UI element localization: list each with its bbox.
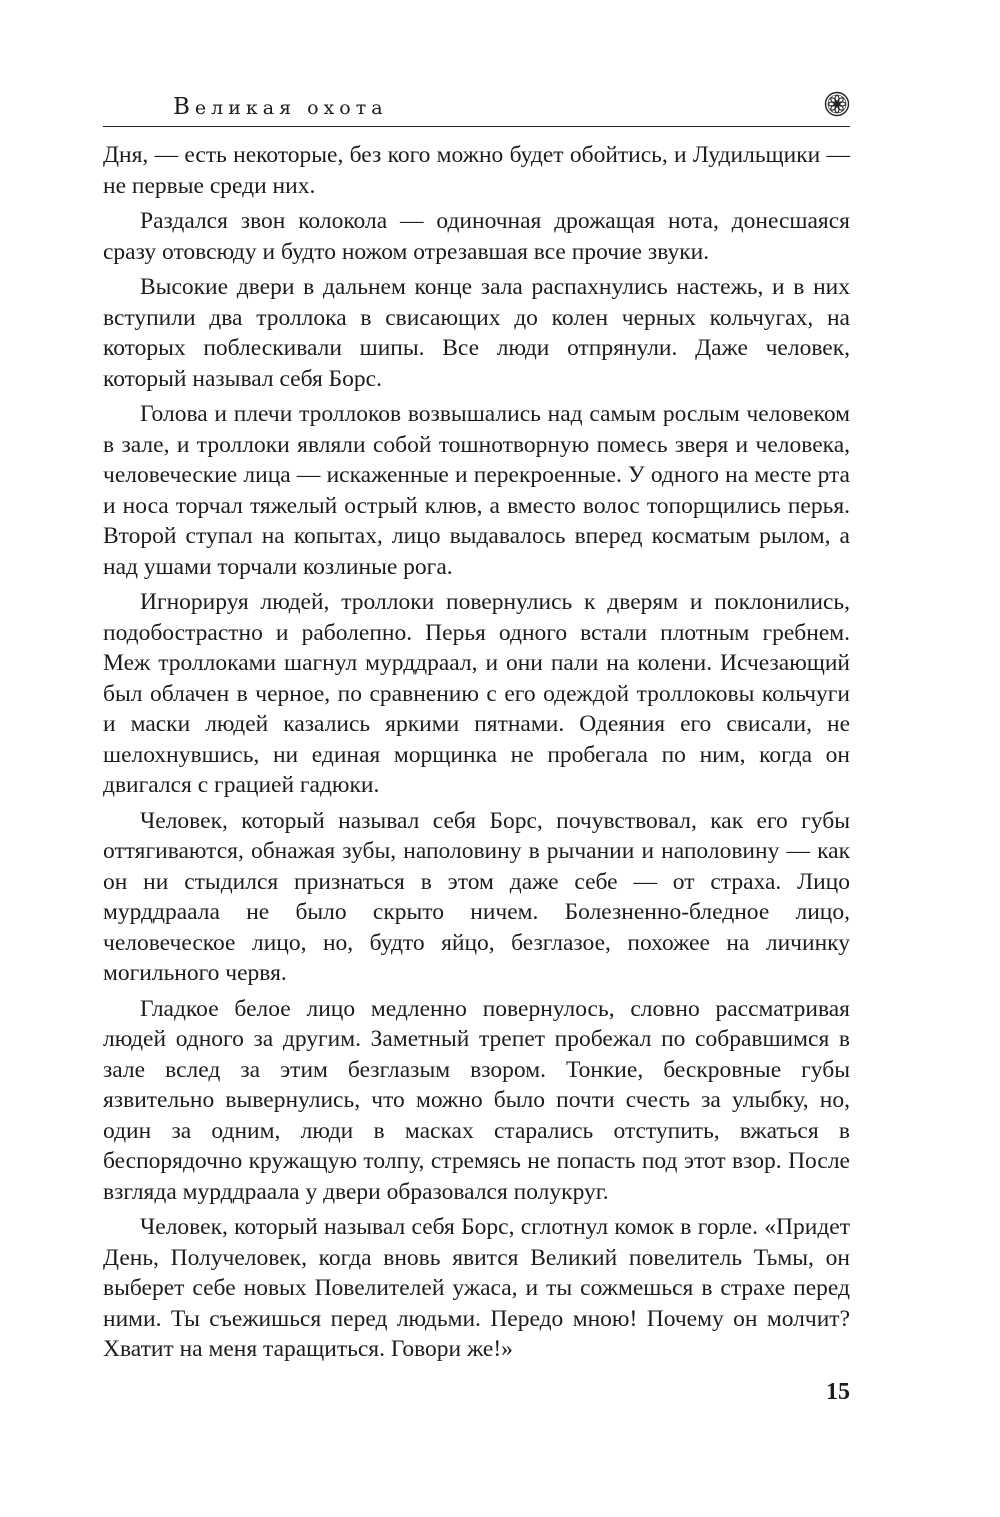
paragraph: Дня, — есть некоторые, без кого можно будет обойтись, и Лудильщики — не первые среди них. <box>103 142 850 199</box>
main-text <box>103 140 850 1370</box>
paragraph: Высокие двери в дальнем конце зала распахнулись настежь, и в них вступили два троллока в свисающих до колен черных кольчугах, на которых поблескивали шипы. Все люди отпрянули. Даже человек, который называл себя Борс. <box>103 274 850 392</box>
star-flower-ornament-icon <box>824 91 850 117</box>
paragraph: Гладкое белое лицо медленно повернулось, словно рассматривая людей одного за другим. Заметный трепет пробежал по собравшимся в зале вслед за этим безглазым взором. Тонкие, бескровные губы язвительно вывернулись, что можно было почти счесть за улыбку, но, один за одним, люди в масках старались отступить, вжаться в беспорядочно кружащую толпу, стремясь не попасть под этот взор. После взгляда мурддраала у двери образовался полукруг. <box>103 995 850 1205</box>
paragraph: Человек, который называл себя Борс, почувствовал, как его губы оттягиваются, обнажая зубы, наполовину в рычании и наполовину — как он ни стыдился признаться в этом даже себе — от страха. Лицо мурддраала не было скрыто ничем. Болезненно-бледное лицо, человеческое лицо, но, будто яйцо, безглазое, похожее на личинку могильного червя. <box>103 807 850 986</box>
paragraph: Раздался звон колокола — одиночная дрожащая нота, донесшаяся сразу отовсюду и будто ножом отрезавшая все прочие звуки. <box>103 208 850 265</box>
page-number: 15 <box>826 1379 850 1405</box>
paragraph: Человек, который называл себя Борс, сглотнул комок в горле. «Придет День, Получеловек, когда вновь явится Великий повелитель Тьмы, он выберет себе новых Повелителей ужаса, и ты сожмешься в страхе перед ними. Ты съежишься перед людьми. Передо мною! Почему он молчит? Хватит на меня таращиться. Говори же!» <box>103 1214 850 1362</box>
running-header <box>103 88 850 127</box>
paragraph: Голова и плечи троллоков возвышались над самым рослым человеком в зале, и троллоки являли собой тошнотворную помесь зверя и человека, человеческие лица — искаженные и перекроенные. У одного на месте рта и носа торчал тяжелый острый клюв, а вместо волос топорщились перья. Второй ступал на копытах, лицо выдавалось вперед косматым рылом, а над ушами торчали козлиные рога. <box>103 401 850 580</box>
running-title-rest: еликая охота <box>194 97 388 119</box>
paragraph: Игнорируя людей, троллоки повернулись к дверям и поклонились, подобострастно и раболепно. Перья одного встали плотным гребнем. Меж троллоками шагнул мурддраал, и они пали на колени. Исчезающий был облачен в черное, по сравнению с его одеждой троллоковы кольчуги и маски людей казались яркими пятнами. Одеяния его свисали, не шелохнувшись, ни единая морщинка не пробегала по ним, когда он двигался с грацией гадюки. <box>103 589 850 798</box>
running-title <box>173 94 388 120</box>
running-title-initial: В <box>173 94 195 120</box>
